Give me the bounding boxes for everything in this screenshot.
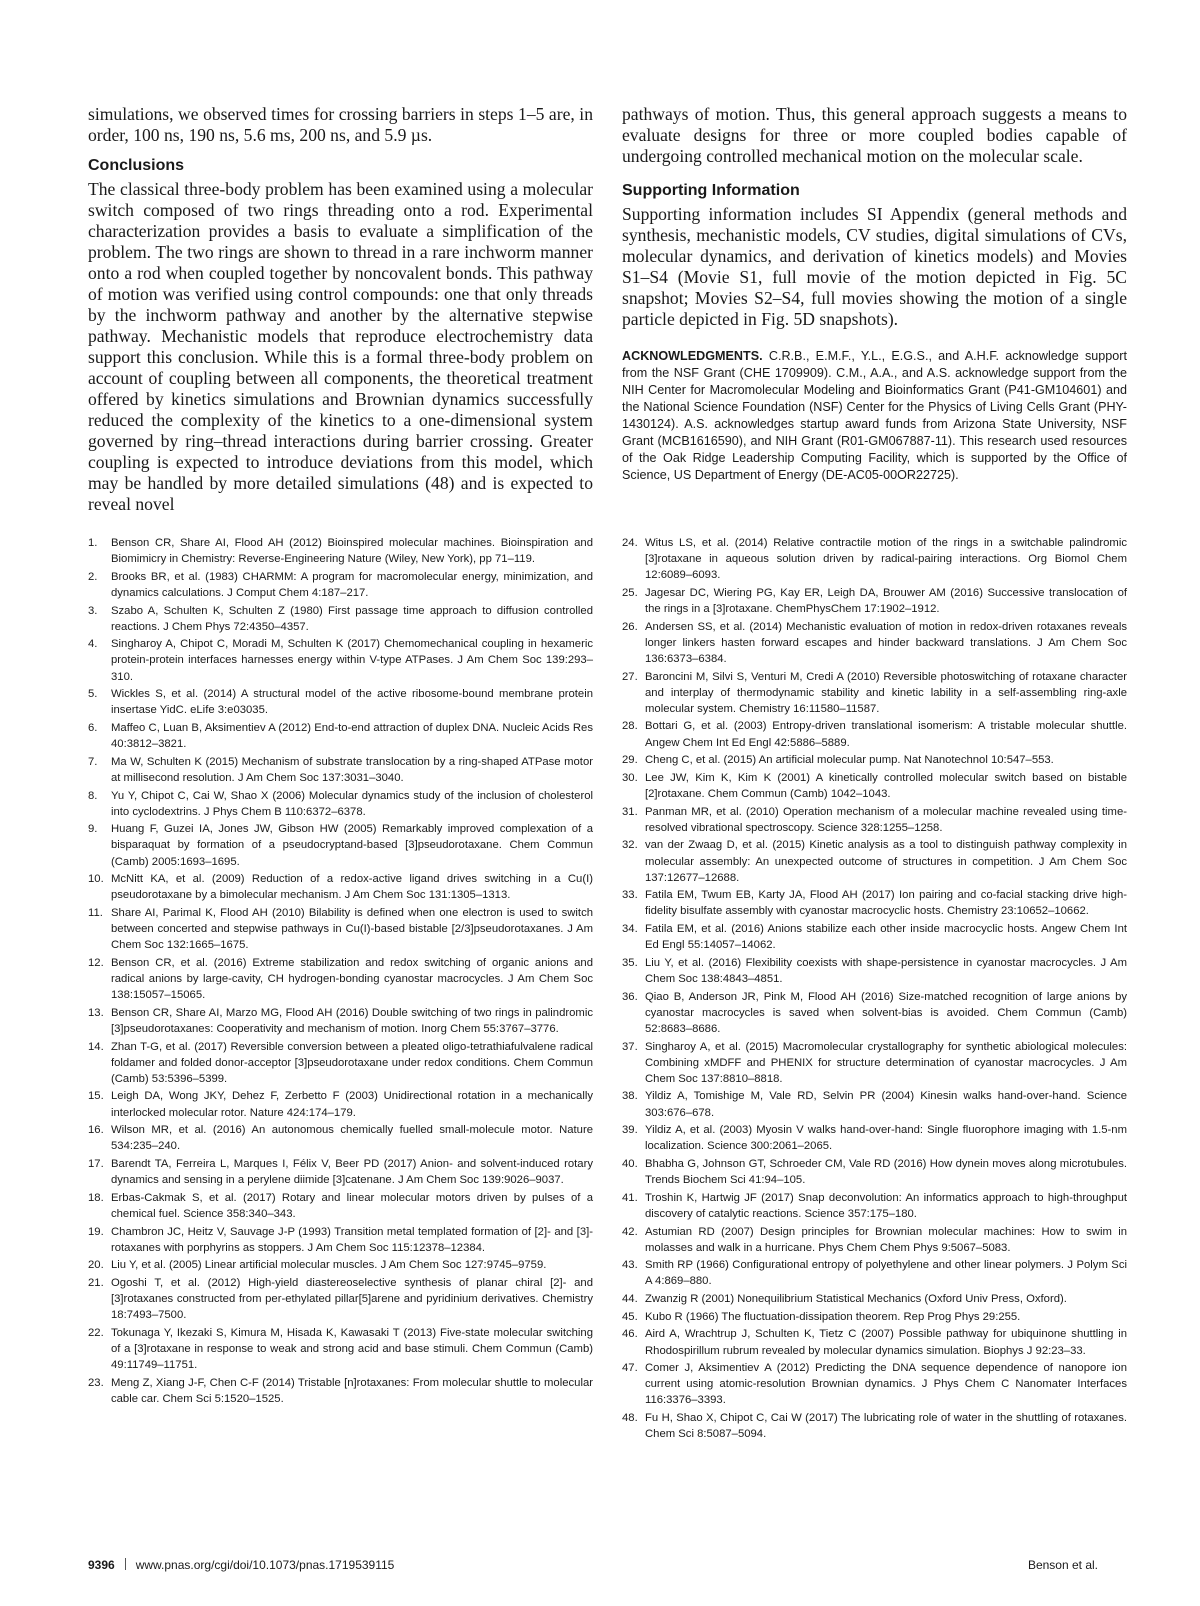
reference-item xyxy=(622,718,1127,750)
references-left-column xyxy=(88,535,593,1409)
conclusions-paragraph: The classical three-body problem has been examined using a molecular switch composed of two rings threading onto a rod. Experimental characterization provides a basis to evaluate a simplification of the problem. The two rings are shown to thread in a rare inchworm manner onto a rod when coupled together by noncovalent bonds. This pathway of motion was verified using control compounds: one that only threads by the inchworm pathway and another by the alternative stepwise pathway. Mechanistic models that reproduce electrochemistry data support this conclusion. While this is a formal three-body problem on account of coupling between all components, the theoretical treatment offered by kinetics simulations and Brownian dynamics successfully reduced the complexity of the kinetics to a one-dimensional system governed by ring–thread interactions during barrier crossing. Greater coupling is expected to introduce deviations from this model, which may be handled by more detailed simulations (48) and is expected to reveal novel xyxy=(88,179,593,514)
reference-text: Andersen SS, et al. (2014) Mechanistic evaluation of motion in redox-driven rotaxanes reveals longer linkers hasten forward escapes and hinder backward translations. J Am Chem Soc 136:6373–6384. xyxy=(645,620,1127,665)
right-text-column xyxy=(622,104,1127,484)
reference-item xyxy=(88,720,593,752)
reference-number: 45. xyxy=(622,1310,638,1323)
reference-item xyxy=(88,1224,593,1256)
conclusions-heading: Conclusions xyxy=(88,157,185,174)
reference-item xyxy=(622,1190,1127,1222)
left-text-column xyxy=(88,104,593,515)
reference-text: Maffeo C, Luan B, Aksimentiev A (2012) End-to-end attraction of duplex DNA. Nucleic Acids Res 40:3812–3821. xyxy=(111,722,593,751)
reference-number: 30. xyxy=(622,771,638,784)
acknowledgments-text: C.R.B., E.M.F., Y.L., E.G.S., and A.H.F. acknowledge support from the NSF Grant (CHE 1709909). C.M., A.A., and A.S. acknowledge support from the NIH Center for Macromolecular Modeling and Bioinformatics Grant (P41-GM104601) and the National Science Foundation (NSF) Center for the Physics of Living Cells Grant (PHY-1430124). A.S. acknowledges startup award funds from Arizona State University, NSF Grant (MCB1616590), and NIH Grant (R01-GM067887-11). This research used resources of the Oak Ridge Leadership Computing Facility, which is supported by the Office of Science, US Department of Energy (DE-AC05-00OR22725). xyxy=(622,349,1127,482)
reference-text: Share AI, Parimal K, Flood AH (2010) Bilability is defined when one electron is used to switch between concerted and stepwise pathways in Cu(I)-based bistable [2/3]pseudorotaxanes. J Am Chem Soc 132:1665–1675. xyxy=(111,907,593,952)
reference-number: 32. xyxy=(622,839,638,852)
reference-number: 17. xyxy=(88,1157,104,1170)
reference-item xyxy=(622,1410,1127,1442)
reference-item xyxy=(622,1039,1127,1087)
reference-text: Benson CR, et al. (2016) Extreme stabilization and redox switching of organic anions and radical anions by large-cavity, CH hydrogen-bonding cyanostar macrocycles. J Am Chem Soc 138:15057–15065. xyxy=(111,956,593,1002)
reference-text: Smith RP (1966) Configurational entropy of polyethylene and other linear polymers. J Polym Sci A 4:869–880. xyxy=(645,1259,1127,1288)
reference-item xyxy=(622,585,1127,617)
reference-text: Barendt TA, Ferreira L, Marques I, Félix V, Beer PD (2017) Anion- and solvent-induced rotary dynamics and sensing in a perylene diimide [3]catenane. J Am Chem Soc 139:9026–9037. xyxy=(111,1157,593,1187)
reference-number: 2. xyxy=(88,570,98,583)
reference-number: 37. xyxy=(622,1040,638,1053)
reference-item xyxy=(88,535,593,567)
reference-item xyxy=(622,1291,1127,1307)
intro-paragraph: simulations, we observed times for crossing barriers in steps 1–5 are, in order, 100 ns, 190 ns, 5.6 ms, 200 ns, and 5.9 µs. xyxy=(88,104,593,145)
reference-text: Ogoshi T, et al. (2012) High-yield diastereoselective synthesis of planar chiral [2]- and [3]rotaxanes constructed from per-ethylated pillar[5]arene and pyridinium derivatives. Chemistry 18:7493–7500. xyxy=(111,1277,593,1322)
reference-item xyxy=(622,1156,1127,1188)
reference-item xyxy=(88,905,593,953)
reference-number: 19. xyxy=(88,1225,104,1238)
reference-number: 20. xyxy=(88,1259,104,1272)
reference-text: Fu H, Shao X, Chipot C, Cai W (2017) The lubricating role of water in the shuttling of rotaxanes. Chem Sci 8:5087–5094. xyxy=(645,1412,1127,1441)
reference-number: 9. xyxy=(88,823,98,836)
reference-item xyxy=(88,686,593,718)
page-footer xyxy=(88,1556,1098,1574)
continuation-paragraph: pathways of motion. Thus, this general approach suggests a means to evaluate designs for three or more coupled bodies capable of undergoing controlled mechanical motion on the molecular scale. xyxy=(622,104,1127,166)
acknowledgments xyxy=(622,348,1127,484)
reference-text: Comer J, Aksimentiev A (2012) Predicting the DNA sequence dependence of nanopore ion current using atomic-resolution Brownian dynamics. J Phys Chem C Nanomater Interfaces 116:3376–3393. xyxy=(645,1362,1127,1407)
reference-item xyxy=(88,569,593,601)
reference-number: 27. xyxy=(622,670,638,683)
reference-item xyxy=(88,821,593,869)
reference-text: Yildiz A, et al. (2003) Myosin V walks hand-over-hand: Single fluorophore imaging with 1.5-nm localization. Science 300:2061–2065. xyxy=(645,1124,1127,1153)
reference-number: 40. xyxy=(622,1157,638,1170)
reference-item xyxy=(622,1257,1127,1289)
reference-item xyxy=(88,871,593,903)
reference-number: 26. xyxy=(622,620,638,633)
reference-text: Ma W, Schulten K (2015) Mechanism of substrate translocation by a ring-shaped ATPase motor at millisecond resolution. J Am Chem Soc 137:3031–3040. xyxy=(111,755,593,784)
reference-item xyxy=(622,837,1127,885)
reference-text: Brooks BR, et al. (1983) CHARMM: A program for macromolecular energy, minimization, and dynamics calculations. J Comput Chem 4:187–217. xyxy=(111,570,593,599)
reference-item xyxy=(622,1224,1127,1256)
reference-text: Yu Y, Chipot C, Cai W, Shao X (2006) Molecular dynamics study of the inclusion of cholesterol into cyclodextrins. J Phys Chem B 110:6372–6378. xyxy=(111,789,593,818)
reference-number: 15. xyxy=(88,1090,104,1103)
reference-item xyxy=(88,788,593,820)
reference-item xyxy=(622,535,1127,583)
reference-number: 11. xyxy=(88,907,103,919)
reference-text: Wickles S, et al. (2014) A structural model of the active ribosome-bound membrane protein insertase YidC. eLife 3:e03035. xyxy=(111,688,593,717)
reference-item xyxy=(88,754,593,786)
reference-number: 1. xyxy=(88,537,98,549)
reference-text: Singharoy A, et al. (2015) Macromolecular crystallography for synthetic abiological molecules: Combining xMDFF and PHENIX for structure determination of cyanostar macrocycles. J Am Chem Soc 137:8810–8818. xyxy=(645,1040,1127,1085)
reference-item xyxy=(622,1088,1127,1120)
reference-text: Zhan T-G, et al. (2017) Reversible conversion between a pleated oligo-tetrathiafulvalene radical foldamer and folded donor-acceptor [3]pseudorotaxane under redox conditions. Chem Commun (Camb) 53:5396–5399. xyxy=(111,1040,593,1085)
reference-item xyxy=(88,955,593,1003)
reference-item xyxy=(88,1257,593,1273)
footer-authors: Benson et al. xyxy=(1027,1558,1098,1572)
reference-text: Bottari G, et al. (2003) Entropy-driven translational isomerism: A tristable molecular shuttle. Angew Chem Int Ed Engl 42:5886–5889. xyxy=(645,720,1127,749)
reference-number: 7. xyxy=(88,755,98,768)
reference-text: Fatila EM, et al. (2016) Anions stabilize each other inside macrocyclic hosts. Angew Chem Int Ed Engl 55:14057–14062. xyxy=(645,923,1127,952)
reference-item xyxy=(622,752,1127,768)
reference-text: Aird A, Wrachtrup J, Schulten K, Tietz C (2007) Possible pathway for ubiquinone shuttling in Rhodospirillum rubrum revealed by molecular dynamics simulation. Biophys J 92:23–33. xyxy=(645,1328,1127,1357)
reference-number: 46. xyxy=(622,1328,638,1341)
reference-text: Wilson MR, et al. (2016) An autonomous chemically fuelled small-molecule motor. Nature 534:235–240. xyxy=(111,1124,593,1153)
supporting-information-paragraph: Supporting information includes SI Appendix (general methods and synthesis, mechanistic models, CV studies, digital simulations of CVs, molecular dynamics, and derivation of kinetics models) and Movies S1–S4 (Movie S1, full movie of the motion depicted in Fig. 5C snapshot; Movies S2–S4, full movies showing the motion of a single particle depicted in Fig. 5D snapshots). xyxy=(622,204,1127,329)
reference-text: Troshin K, Hartwig JF (2017) Snap deconvolution: An informatics approach to high-throughput discovery of catalytic reactions. Science 357:175–180. xyxy=(645,1191,1127,1220)
reference-text: van der Zwaag D, et al. (2015) Kinetic analysis as a tool to distinguish pathway complexity in molecular assembly: An unexpected outcome of structures in competition. J Am Chem Soc 137:12677–12688. xyxy=(645,839,1127,884)
reference-item xyxy=(88,1005,593,1037)
reference-number: 13. xyxy=(88,1006,104,1019)
reference-item xyxy=(622,921,1127,953)
reference-number: 24. xyxy=(622,537,638,549)
reference-text: Qiao B, Anderson JR, Pink M, Flood AH (2016) Size-matched recognition of large anions by cyanostar macrocycles is saved when solvent-bias is avoided. Chem Commun (Camb) 52:8683–8686. xyxy=(645,990,1127,1035)
reference-text: Fatila EM, Twum EB, Karty JA, Flood AH (2017) Ion pairing and co-facial stacking drive high-fidelity bisulfate assembly with cyanostar macrocyclic hosts. Chemistry 23:10652–10662. xyxy=(645,889,1127,918)
reference-number: 8. xyxy=(88,789,98,802)
reference-number: 21. xyxy=(88,1277,104,1289)
reference-number: 10. xyxy=(88,873,104,886)
reference-text: Jagesar DC, Wiering PG, Kay ER, Leigh DA, Brouwer AM (2016) Successive translocation of the rings in a [3]rotaxane. ChemPhysChem 17:1902–1912. xyxy=(645,586,1127,615)
reference-item xyxy=(622,1360,1127,1408)
reference-item xyxy=(622,1122,1127,1154)
doi-link[interactable]: www.pnas.org/cgi/doi/10.1073/pnas.1719539115 xyxy=(135,1558,395,1572)
reference-number: 14. xyxy=(88,1040,104,1053)
reference-text: Yildiz A, Tomishige M, Vale RD, Selvin PR (2004) Kinesin walks hand-over-hand. Science 303:676–678. xyxy=(645,1090,1127,1119)
reference-text: Panman MR, et al. (2010) Operation mechanism of a molecular machine revealed using time-resolved vibrational spectroscopy. Science 328:1255–1258. xyxy=(645,805,1127,834)
reference-item xyxy=(88,636,593,684)
reference-item xyxy=(622,887,1127,919)
reference-item xyxy=(88,1275,593,1323)
reference-item xyxy=(622,1309,1127,1325)
reference-item xyxy=(88,1122,593,1154)
reference-text: Erbas-Cakmak S, et al. (2017) Rotary and linear molecular motors driven by pulses of a chemical fuel. Science 358:340–343. xyxy=(111,1191,593,1220)
acknowledgments-heading: ACKNOWLEDGMENTS. xyxy=(622,349,763,363)
reference-text: Witus LS, et al. (2014) Relative contractile motion of the rings in a switchable palindromic [3]rotaxane in aqueous solution driven by radical-pairing interactions. Org Biomol Chem 12:6089–6093. xyxy=(645,537,1127,582)
reference-text: Baroncini M, Silvi S, Venturi M, Credi A (2010) Reversible photoswitching of rotaxane character and interplay of thermodynamic stability and kinetic lability in a self-assembling ring-axle molecular system. Chemistry 16:11580–11587. xyxy=(645,670,1127,715)
reference-text: Tokunaga Y, Ikezaki S, Kimura M, Hisada K, Kawasaki T (2013) Five-state molecular switching of a [3]rotaxane in response to weak and strong acid and base stimuli. Chem Commun (Camb) 49:11749–11751. xyxy=(111,1326,593,1372)
reference-item xyxy=(622,955,1127,987)
supporting-information-heading: Supporting Information xyxy=(622,182,800,199)
reference-number: 44. xyxy=(622,1293,638,1306)
reference-number: 42. xyxy=(622,1225,638,1238)
reference-number: 36. xyxy=(622,990,638,1003)
reference-text: Benson CR, Share AI, Flood AH (2012) Bioinspired molecular machines. Bioinspiration and Biomimicry in Chemistry: Reverse-Engineering Nature (Wiley, New York), pp 71–119. xyxy=(111,537,593,566)
reference-number: 47. xyxy=(622,1362,638,1375)
reference-text: Huang F, Guzei IA, Jones JW, Gibson HW (2005) Remarkably improved complexation of a bisparaquat by formation of a pseudocryptand-based [3]pseudorotaxane. Chem Commun (Camb) 2005:1693–1695. xyxy=(111,823,593,868)
reference-number: 23. xyxy=(88,1376,104,1389)
reference-item xyxy=(88,1088,593,1120)
reference-text: Singharoy A, Chipot C, Moradi M, Schulten K (2017) Chemomechanical coupling in hexameric protein-protein interfaces harnesses energy within V-type ATPases. J Am Chem Soc 139:293–310. xyxy=(111,638,593,683)
reference-item xyxy=(88,1039,593,1087)
reference-item xyxy=(622,619,1127,667)
reference-item xyxy=(622,669,1127,717)
reference-number: 3. xyxy=(88,604,98,617)
reference-number: 33. xyxy=(622,889,638,902)
reference-number: 38. xyxy=(622,1090,638,1103)
reference-text: Szabo A, Schulten K, Schulten Z (1980) First passage time approach to diffusion controlled reactions. J Chem Phys 72:4350–4357. xyxy=(111,604,593,633)
reference-item xyxy=(88,603,593,635)
reference-number: 31. xyxy=(622,805,638,818)
reference-number: 48. xyxy=(622,1412,638,1425)
reference-item xyxy=(88,1325,593,1373)
reference-item xyxy=(88,1190,593,1222)
reference-number: 12. xyxy=(88,956,104,969)
references-right-column xyxy=(622,535,1127,1444)
reference-number: 39. xyxy=(622,1124,638,1137)
reference-text: Liu Y, et al. (2016) Flexibility coexists with shape-persistence in cyanostar macrocycles. J Am Chem Soc 138:4843–4851. xyxy=(645,956,1127,985)
reference-item xyxy=(88,1375,593,1407)
reference-number: 4. xyxy=(88,638,98,651)
reference-number: 16. xyxy=(88,1124,104,1137)
reference-text: Leigh DA, Wong JKY, Dehez F, Zerbetto F (2003) Unidirectional rotation in a mechanically interlocked molecular rotor. Nature 424:174–179. xyxy=(111,1090,593,1119)
reference-text: Liu Y, et al. (2005) Linear artificial molecular muscles. J Am Chem Soc 127:9745–9759. xyxy=(111,1259,547,1272)
reference-text: Cheng C, et al. (2015) An artificial molecular pump. Nat Nanotechnol 10:547–553. xyxy=(645,754,1054,767)
reference-number: 5. xyxy=(88,688,98,701)
footer-separator xyxy=(125,1558,126,1570)
reference-item xyxy=(622,770,1127,802)
reference-text: Lee JW, Kim K, Kim K (2001) A kinetically controlled molecular switch based on bistable [2]rotaxane. Chem Commun (Camb) 1042–1043. xyxy=(645,771,1127,800)
reference-item xyxy=(622,989,1127,1037)
reference-number: 22. xyxy=(88,1326,104,1339)
reference-number: 25. xyxy=(622,586,638,599)
page-number: 9396 xyxy=(88,1558,115,1572)
reference-number: 43. xyxy=(622,1259,638,1272)
reference-item xyxy=(622,804,1127,836)
reference-number: 28. xyxy=(622,720,638,733)
reference-text: Astumian RD (2007) Design principles for Brownian molecular machines: How to swim in molasses and walk in a hurricane. Phys Chem Chem Phys 9:5067–5083. xyxy=(645,1225,1127,1254)
reference-item xyxy=(88,1156,593,1188)
reference-text: Kubo R (1966) The fluctuation-dissipation theorem. Rep Prog Phys 29:255. xyxy=(645,1310,1021,1323)
reference-text: Meng Z, Xiang J-F, Chen C-F (2014) Tristable [n]rotaxanes: From molecular shuttle to molecular cable car. Chem Sci 5:1520–1525. xyxy=(111,1376,593,1405)
reference-number: 41. xyxy=(622,1191,638,1204)
reference-number: 6. xyxy=(88,722,98,734)
reference-number: 35. xyxy=(622,956,638,969)
reference-text: Bhabha G, Johnson GT, Schroeder CM, Vale RD (2016) How dynein moves along microtubules. Trends Biochem Sci 41:94–105. xyxy=(645,1157,1127,1187)
reference-text: Benson CR, Share AI, Marzo MG, Flood AH (2016) Double switching of two rings in palindromic [3]pseudorotaxanes: Cooperativity and mechanism of motion. Inorg Chem 55:3767–3776. xyxy=(111,1006,593,1035)
reference-text: Zwanzig R (2001) Nonequilibrium Statistical Mechanics (Oxford Univ Press, Oxford). xyxy=(645,1293,1067,1306)
reference-text: McNitt KA, et al. (2009) Reduction of a redox-active ligand drives switching in a Cu(I) pseudorotaxane by a bimolecular mechanism. J Am Chem Soc 131:1305–1313. xyxy=(111,873,593,902)
reference-number: 34. xyxy=(622,923,638,936)
reference-item xyxy=(622,1326,1127,1358)
reference-number: 18. xyxy=(88,1191,104,1204)
reference-number: 29. xyxy=(622,754,638,767)
reference-text: Chambron JC, Heitz V, Sauvage J-P (1993) Transition metal templated formation of [2]- and [3]-rotaxanes with porphyrins as stoppers. J Am Chem Soc 115:12378–12384. xyxy=(111,1225,593,1254)
